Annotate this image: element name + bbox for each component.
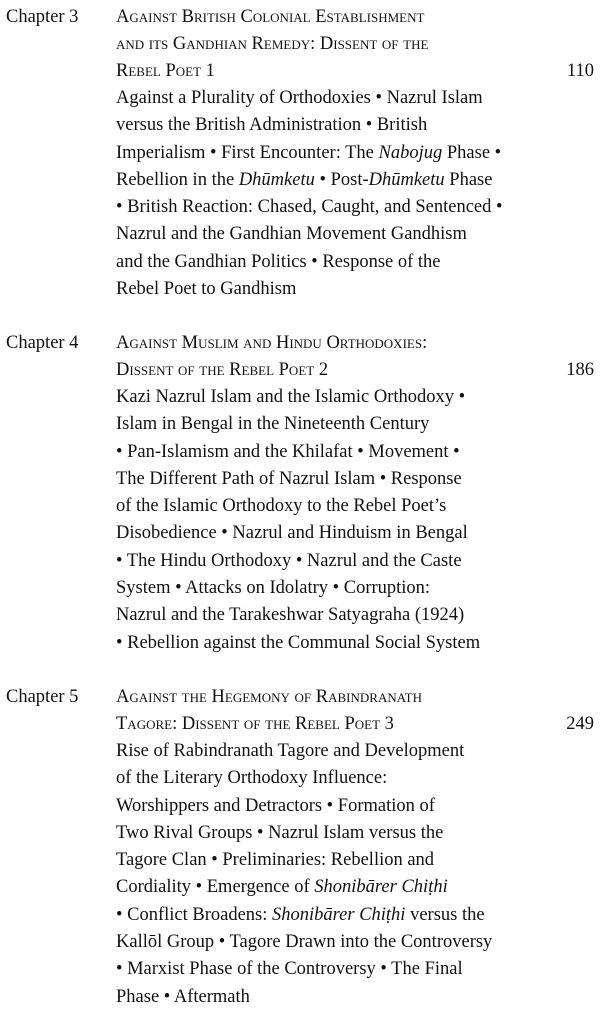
topic-line: Two Rival Groups • Nazrul Islam versus the	[116, 822, 444, 843]
topic-line: Worshippers and Detractors • Formation of	[116, 795, 435, 816]
chapter-topics	[116, 384, 556, 657]
topic-line: Disobedience • Nazrul and Hinduism in Bengal	[116, 523, 468, 544]
topic-line: Kazi Nazrul Islam and the Islamic Orthodoxy •	[116, 387, 466, 407]
chapter-title-line: Against British Colonial Establishment	[116, 7, 425, 27]
topic-line: Rise of Rabindranath Tagore and Development	[116, 741, 465, 761]
chapter-topics	[116, 738, 556, 1011]
chapter-4-entry	[0, 330, 600, 660]
chapter-title-line: Against Muslim and Hindu Orthodoxies:	[116, 333, 428, 353]
chapter-title	[116, 4, 556, 85]
topic-line: • Conflict Broadens: Shonibārer Chiṭhi versus the	[116, 904, 485, 925]
chapter-label: Chapter 3	[6, 7, 79, 27]
chapter-page-number: 249	[566, 714, 594, 734]
topic-line: • The Hindu Orthodoxy • Nazrul and the Caste	[116, 550, 462, 571]
topic-line: Tagore Clan • Preliminaries: Rebellion and	[116, 850, 435, 871]
topic-line: • Rebellion against the Communal Social System	[116, 632, 481, 653]
topic-line: Rebellion in the Dhūmketu • Post-Dhūmketu Phase	[116, 169, 493, 190]
chapter-title-line: Against the Hegemony of Rabindranath	[116, 687, 422, 707]
chapter-label: Chapter 5	[6, 687, 79, 707]
chapter-page-number: 186	[566, 360, 594, 380]
chapter-page-number: 110	[566, 61, 594, 81]
chapter-title-line: Dissent of the Rebel Poet 2	[116, 360, 329, 380]
chapter-title	[116, 684, 556, 738]
topic-line: Nazrul and the Gandhian Movement Gandhism	[116, 224, 467, 245]
chapter-label: Chapter 4	[6, 333, 79, 353]
chapter-title	[116, 330, 556, 384]
topic-line: Rebel Poet to Gandhism	[116, 279, 297, 300]
topic-line: Kallōl Group • Tagore Drawn into the Controversy	[116, 932, 493, 953]
chapter-title-line: and its Gandhian Remedy: Dissent of the	[116, 34, 429, 54]
topic-line: • Marxist Phase of the Controversy • The Final	[116, 959, 463, 980]
topic-line: versus the British Administration • British	[116, 115, 428, 136]
topic-line: Against a Plurality of Orthodoxies • Nazrul Islam	[116, 88, 483, 108]
topic-line: and the Gandhian Politics • Response of the	[116, 251, 441, 272]
topic-line: Islam in Bengal in the Nineteenth Century	[116, 414, 430, 435]
chapter-topics	[116, 85, 556, 303]
topic-line: Nazrul and the Tarakeshwar Satyagraha (1924)	[116, 605, 465, 626]
chapter-5-entry	[0, 684, 600, 1010]
topic-line: Phase • Aftermath	[116, 986, 250, 1007]
topic-line: Imperialism • First Encounter: The Nabojug Phase •	[116, 142, 502, 163]
topic-line: • Pan-Islamism and the Khilafat • Movement •	[116, 441, 460, 462]
chapter-title-line: Tagore: Dissent of the Rebel Poet 3	[116, 714, 394, 734]
chapter-title-line: Rebel Poet 1	[116, 61, 215, 81]
topic-line: Cordiality • Emergence of Shonibārer Chiṭhi	[116, 877, 448, 898]
topic-line: • British Reaction: Chased, Caught, and Sentenced •	[116, 197, 503, 218]
topic-line: of the Islamic Orthodoxy to the Rebel Poet’s	[116, 496, 447, 517]
topic-line: System • Attacks on Idolatry • Corruption:	[116, 578, 431, 599]
chapter-3-entry	[0, 4, 600, 304]
topic-line: The Different Path of Nazrul Islam • Response	[116, 468, 462, 489]
topic-line: of the Literary Orthodoxy Influence:	[116, 768, 388, 789]
